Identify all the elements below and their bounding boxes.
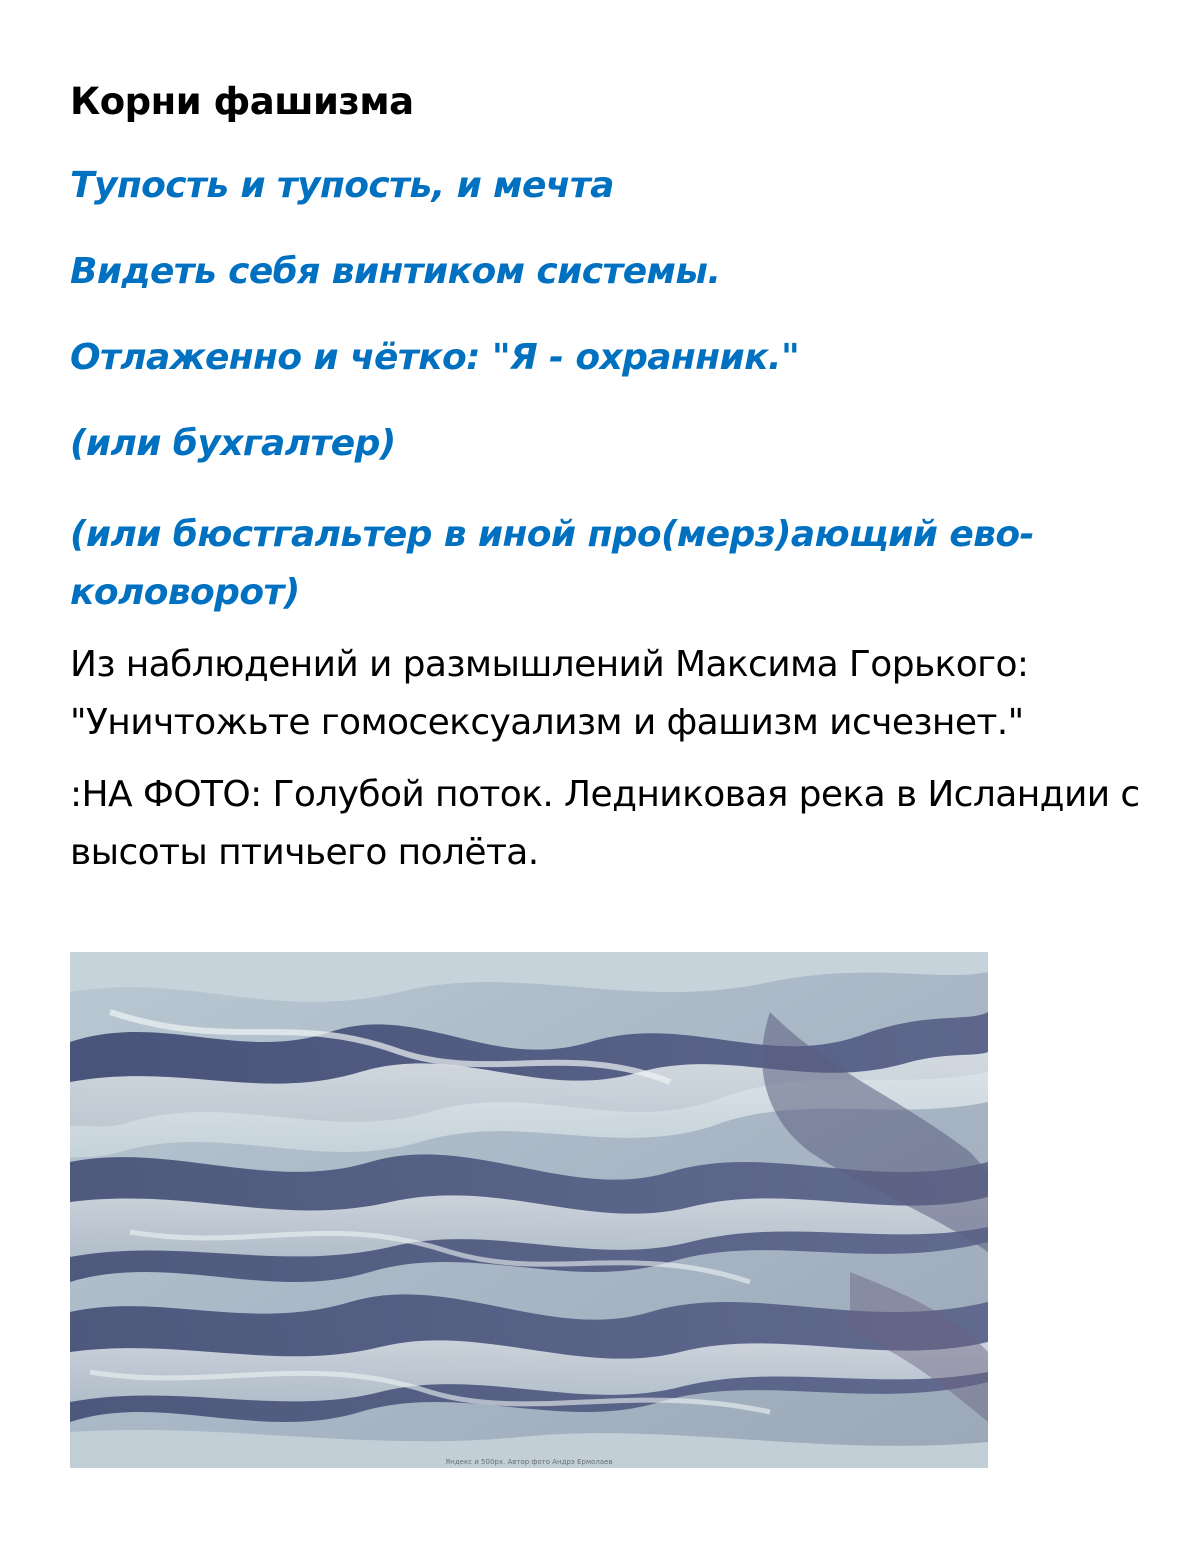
poem-line-2: Видеть себя винтиком системы. (70, 251, 721, 292)
gorky-quote-paragraph: Из наблюдений и размышлений Максима Горького: "Уничтожьте гомосексуализм и фашизм исчезнет." (70, 644, 1029, 743)
document-page (70, 78, 1140, 896)
photo-caption: :НА ФОТО: Голубой поток. Ледниковая река в Исландии с высоты птичьего полёта. (70, 774, 1140, 873)
page-title: Корни фашизма (70, 80, 414, 123)
aerial-river-image (70, 952, 988, 1468)
poem-line-5: (или бюстгальтер в иной про(мерз)ающий ево-коловорот) (70, 514, 1034, 613)
poem-line-1: Тупость и тупость, и мечта (70, 165, 614, 206)
glacier-river-photo (70, 952, 988, 1468)
photo-credit: Яндекс и 500px. Автор фото Андрэ Ермолаев (445, 1458, 613, 1466)
poem-line-3: Отлаженно и чётко: "Я - охранник." (70, 337, 800, 378)
poem-line-4: (или бухгалтер) (70, 423, 396, 464)
